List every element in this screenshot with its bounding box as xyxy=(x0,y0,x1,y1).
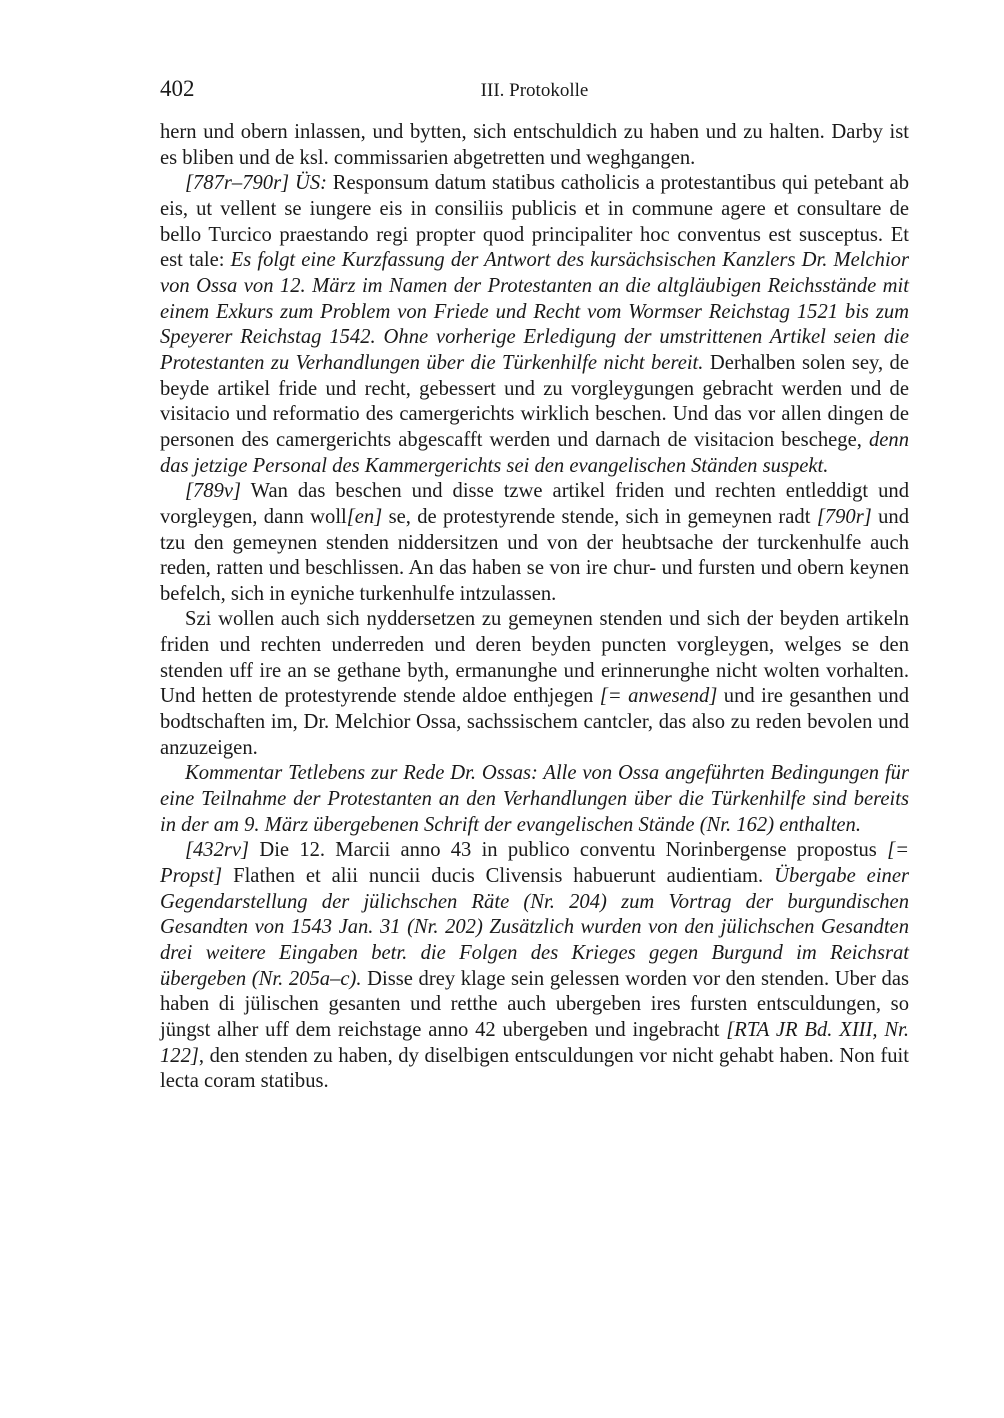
editorial-summary: denn das jetzige Personal des Kammergerichts sei den evangelischen Ständen suspekt. xyxy=(160,428,909,477)
folio-reference: [432rv] xyxy=(185,839,250,862)
text-segment: Derhalben solen sey, de beyde artikel fride und recht, gebessert und zu vorgleygungen gebracht werden und de visitacio und reformatio des camergerichts wirklich beschen. Und das vor allen dingen de personen des camergerichts abgescafft werden und darnach de visitacion beschege, xyxy=(160,351,909,451)
running-head: III. Protokolle xyxy=(480,80,589,101)
editorial-gloss: [= anwesend] xyxy=(599,685,718,708)
text-segment: Szi wollen auch sich nyddersetzen zu gemeynen stenden und sich der beyden artikeln friden und rechten underreden und deren beyden puncten vorgleygen, welges se den stenden uff ire an se gethane byth, ermanunghe und erinnerunghe nicht wolten vorhalten. Und hetten de protestyrende stende aldoe enthjegen xyxy=(160,608,909,708)
paragraph xyxy=(160,838,909,1095)
paragraph xyxy=(160,479,909,607)
text-segment: Responsum datum statibus catholicis a protestantibus qui petebant ab eis, ut vellent se iungere eis in consiliis publicis et in commune agere et consultare de bello Turcico praestando regi propter quod principaliter hoc conventus est susceptus. Et est tale: xyxy=(160,172,909,272)
text-segment: Flathen et alii nuncii ducis Clivensis habuerunt audientiam. xyxy=(222,865,775,888)
paragraph xyxy=(160,607,909,761)
editorial-insertion: [en] xyxy=(346,505,383,528)
text-segment: hern und obern inlassen, und bytten, sich entschuldich zu haben und zu halten. Darby ist es bliben und de ksl. commissarien abgetretten und weghgangen. xyxy=(160,121,909,169)
paragraph xyxy=(160,120,909,171)
folio-reference: [790r] xyxy=(816,505,872,528)
editorial-reference: [RTA JR Bd. XIII, Nr. 122] xyxy=(160,1018,910,1067)
editorial-summary: Es folgt eine Kurzfassung der Antwort des kursächsischen Kanzlers Dr. Melchior von Ossa von 12. März im Namen der Protestanten an die altgläubigen Reichsstände mit einem Exkurs zum Problem von Friede und Recht vom Wormser Reichstag 1521 bis zum Speyerer Reichstag 1542. Ohne vorherige Erledigung der umstrittenen Artikel seien die Protestanten zu Verhandlungen über die Türkenhilfe nicht bereit. xyxy=(160,249,909,374)
page-header xyxy=(160,76,909,112)
editorial-gloss: [= Propst] xyxy=(160,839,909,888)
paragraph xyxy=(160,171,909,479)
text-segment: Wan das beschen und disse tzwe artikel friden und rechten entleddigt und vorgleygen, dann woll xyxy=(160,480,909,528)
editorial-summary: Übergabe einer Gegendarstellung der jülichschen Räte (Nr. 204) zum Vortrag der burgundischen Gesandten von 1543 Jan. 31 (Nr. 202) Zusätzlich wurden von den jülichschen Gesandten drei weitere Eingaben betr. die Folgen des Krieges gegen Burgund im Reichsrat übergeben (Nr. 205a–c). xyxy=(160,865,909,990)
paragraph xyxy=(160,761,909,838)
folio-reference: [789v] xyxy=(185,480,242,503)
folio-reference: [787r–790r] ÜS: xyxy=(185,172,327,195)
text-segment: , den stenden zu haben, dy diselbigen entsculdungen vor nicht gehabt haben. Non fuit lecta coram statibus. xyxy=(160,1044,909,1093)
text-segment: Disse drey klage sein gelessen worden vor den stenden. Uber das haben di jülischen gesanten und retthe auch ubergeben ires fursten entsculdungen, so jüngst alher uff dem reichstage anno 42 ubergeben und ingebracht xyxy=(160,967,909,1041)
editorial-commentary: Kommentar Tetlebens zur Rede Dr. Ossas: Alle von Ossa angeführten Bedingungen für eine Teilnahme der Protestanten an den Verhandlungen über die Türkenhilfe sind bereits in der am 9. März übergebenen Schrift der evangelischen Stände (Nr. 162) enthalten. xyxy=(160,762,909,836)
text-segment: se, de protestyrende stende, sich in gemeynen radt xyxy=(382,505,817,528)
document-body xyxy=(160,120,909,1095)
text-segment: und ire gesanthen und bodtschaften im, Dr. Melchior Ossa, sachssischem cantcler, das also zu reden bevolen und anzuzeigen. xyxy=(160,685,909,759)
page-number: 402 xyxy=(160,76,195,101)
text-segment: Die 12. Marcii anno 43 in publico conventu Norinbergense propostus xyxy=(249,839,888,862)
text-segment: und tzu den gemeynen stenden niddersitzen und von der heubtsache der turckenhulfe auch reden, ratten und beschlissen. An das haben se von ire chur- und fursten und obern keynen befelch, sich in eyniche turkenhulfe intzulassen. xyxy=(160,505,909,605)
